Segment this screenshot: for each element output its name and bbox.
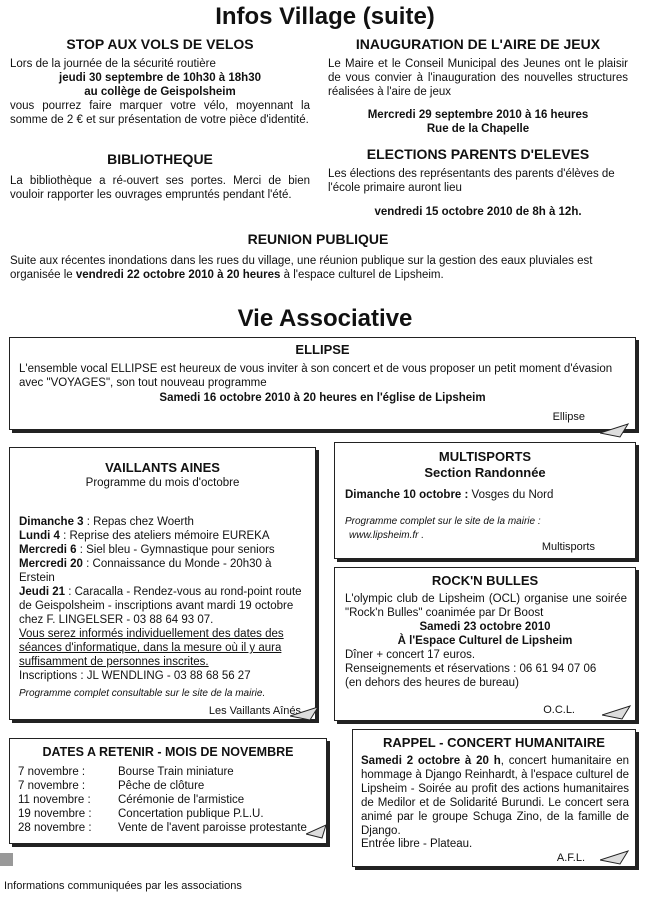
item-day: Jeudi 21: [19, 586, 66, 598]
item-day: Mercredi 20: [19, 558, 83, 570]
item-event: Pêche de clôture: [118, 780, 205, 792]
multisports-title: MULTISPORTS: [438, 449, 532, 464]
rappel-text: [361, 754, 629, 838]
list-item: [18, 779, 323, 793]
multisports-date: [345, 488, 553, 502]
item-event: Vente de l'avent paroisse protestante: [118, 822, 307, 834]
list-item: [18, 793, 323, 807]
vaillants-box: [9, 447, 316, 720]
inauguration-text: Le Maire et le Conseil Municipal des Jeunes ont le plaisir de vous convier à l'inauguration des nouvelles structures réalisées à l'aire de jeux: [328, 58, 628, 98]
rappel-entree: Entrée libre - Plateau.: [361, 838, 473, 850]
list-item: [19, 529, 309, 543]
item-date: 7 novembre :: [18, 780, 86, 792]
bibliotheque-text: La bibliothèque a ré-ouvert ses portes. Merci de bien vouloir rapporter les ouvrages empruntés pendant l'été.: [10, 175, 310, 201]
item-text: : Repas chez Woerth: [83, 516, 194, 528]
inauguration-place: Rue de la Chapelle: [426, 123, 530, 135]
velos-line4: vous pourrez faire marquer votre vélo, moyennant la somme de 2 € et sur présentation de votre pièce d'identité.: [10, 100, 310, 126]
velos-title: STOP AUX VOLS DE VELOS: [66, 36, 254, 52]
inauguration-date: Mercredi 29 septembre 2010 à 16 heures: [367, 109, 589, 121]
rockn-info: [345, 648, 630, 690]
multisports-date-label: Dimanche 10 octobre :: [345, 489, 469, 501]
list-item: [19, 543, 309, 557]
item-text: : Siel bleu - Gymnastique pour seniors: [76, 544, 275, 556]
ellipse-box: [9, 337, 636, 430]
list-item: [19, 585, 309, 627]
multisports-url[interactable]: www.lipsheim.fr .: [349, 530, 425, 541]
item-date: 11 novembre :: [18, 794, 91, 806]
list-item: [18, 765, 323, 779]
list-item: [18, 807, 323, 821]
item-event: Bourse Train miniature: [118, 766, 234, 778]
velos-text: [10, 57, 310, 127]
rockn-box: [334, 567, 636, 721]
elections-date: vendredi 15 octobre 2010 de 8h à 12h.: [374, 206, 582, 218]
item-day: Lundi 4: [19, 530, 60, 542]
rockn-date: Samedi 23 octobre 2010: [419, 621, 551, 633]
ellipse-text: L'ensemble vocal ELLIPSE est heureux de vous inviter à son concert et de vous proposer un petit moment d'évasion avec "VOYAGES", son tout nouveau programme: [19, 363, 613, 389]
item-date: 19 novembre :: [18, 808, 92, 820]
multisports-box: [334, 442, 636, 559]
multisports-programme: Programme complet sur le site de la mairie :: [345, 516, 541, 527]
ellipse-date: Samedi 16 octobre 2010 à 20 heures en l'église de Lipsheim: [159, 392, 486, 404]
list-item: [19, 515, 309, 529]
rappel-title: RAPPEL - CONCERT HUMANITAIRE: [383, 735, 605, 750]
item-day: Mercredi 6: [19, 544, 77, 556]
section-title: Vie Associative: [237, 305, 413, 332]
item-text: : Reprise des ateliers mémoire EUREKA: [59, 530, 270, 542]
item-date: 7 novembre :: [18, 766, 86, 778]
item-event: Cérémonie de l'armistice: [118, 794, 245, 806]
inauguration-title: INAUGURATION DE L'AIRE DE JEUX: [355, 36, 601, 52]
page-curl-icon: [306, 824, 336, 840]
rappel-body: , concert humanitaire en hommage à Django Reinhardt, à l'espace culturel de Lipsheim - Soirée au profit des actions humanitaires de Medilor et de Solidarité Burundi. Le concert sera animé par le groupe Schuga Zino, de la famille de Django.: [361, 755, 629, 837]
bibliotheque-title: BIBLIOTHEQUE: [107, 151, 213, 167]
rockn-place: À l'Espace Culturel de Lipsheim: [397, 635, 573, 647]
multisports-date-value: Vosges du Nord: [468, 489, 554, 501]
rappel-date: Samedi 2 octobre à 20 h: [361, 755, 501, 767]
footer-square-icon: [0, 853, 13, 866]
item-date: 28 novembre :: [18, 822, 92, 834]
reunion-title: REUNION PUBLIQUE: [247, 231, 389, 247]
vaillants-signature: Les Vaillants Aînés: [208, 705, 301, 717]
page-curl-icon: [600, 423, 630, 439]
dates-box: [9, 738, 327, 844]
vaillants-list: [19, 515, 309, 701]
rockn-phone: Renseignements et réservations : 06 61 94 07 06: [345, 663, 597, 675]
reunion-text1: Suite aux récentes inondations dans les rues du village, une réunion publique sur la gestion des eaux pluviales est organisée le: [10, 255, 593, 281]
ellipse-title: ELLIPSE: [295, 342, 350, 357]
reunion-text2: à l'espace culturel de Lipsheim.: [280, 269, 444, 281]
rockn-hours: (en dehors des heures de bureau): [345, 677, 519, 689]
item-text: : Connaissance du Monde - 20h30 à Erstein: [19, 558, 272, 584]
elections-title: ELECTIONS PARENTS D'ELEVES: [366, 146, 590, 162]
page-title: Infos Village (suite): [215, 3, 435, 30]
rockn-signature: O.C.L.: [543, 704, 575, 716]
rockn-title: ROCK'N BULLES: [431, 573, 539, 588]
multisports-signature: Multisports: [541, 541, 595, 553]
rockn-text: L'olympic club de Lipsheim (OCL) organise une soirée "Rock'n Bulles" coanimée par Dr Boost: [345, 593, 627, 619]
reunion-date: vendredi 22 octobre 2010 à 20 heures: [75, 269, 281, 281]
ellipse-signature: Ellipse: [552, 411, 585, 423]
footer-text: Informations communiquées par les associations: [4, 880, 242, 892]
elections-text: Les élections des représentants des parents d'élèves de l'école primaire auront lieu: [328, 168, 615, 194]
rappel-box: [352, 729, 636, 867]
vaillants-programme: Programme complet consultable sur le site de la mairie.: [19, 688, 266, 699]
velos-line1: Lors de la journée de la sécurité routière: [10, 58, 216, 70]
velos-date: jeudi 30 septembre de 10h30 à 18h30: [59, 72, 261, 84]
rockn-price: Dîner + concert 17 euros.: [345, 649, 476, 661]
velos-place: au collège de Geispolsheim: [84, 86, 236, 98]
vaillants-notice: Vous serez informés individuellement des dates des séances d'informatique, dans la mesure où il y aura suffisamment de personnes inscrites.: [19, 628, 284, 668]
item-event: Concertation publique P.L.U.: [118, 808, 264, 820]
reunion-text: [10, 254, 630, 282]
item-text: : Caracalla - Rendez-vous au rond-point route de Geispolsheim - inscriptions avant mardi 19 octobre chez F. LINGELSER - 03 88 64 93 07.: [19, 586, 302, 626]
page-curl-icon: [602, 705, 632, 721]
item-day: Dimanche 3: [19, 516, 84, 528]
rappel-signature: A.F.L.: [556, 852, 585, 864]
page-curl-icon: [600, 850, 630, 866]
vaillants-subtitle: Programme du mois d'octobre: [85, 477, 240, 489]
dates-list: [18, 765, 323, 835]
multisports-subtitle: Section Randonnée: [424, 465, 546, 480]
list-item: [18, 821, 323, 835]
vaillants-inscriptions: Inscriptions : JL WENDLING - 03 88 68 56 27: [19, 670, 251, 682]
vaillants-title: VAILLANTS AINES: [105, 460, 220, 475]
list-item: [19, 557, 309, 585]
dates-title: DATES A RETENIR - MOIS DE NOVEMBRE: [42, 745, 294, 759]
page-curl-icon: [290, 706, 320, 722]
